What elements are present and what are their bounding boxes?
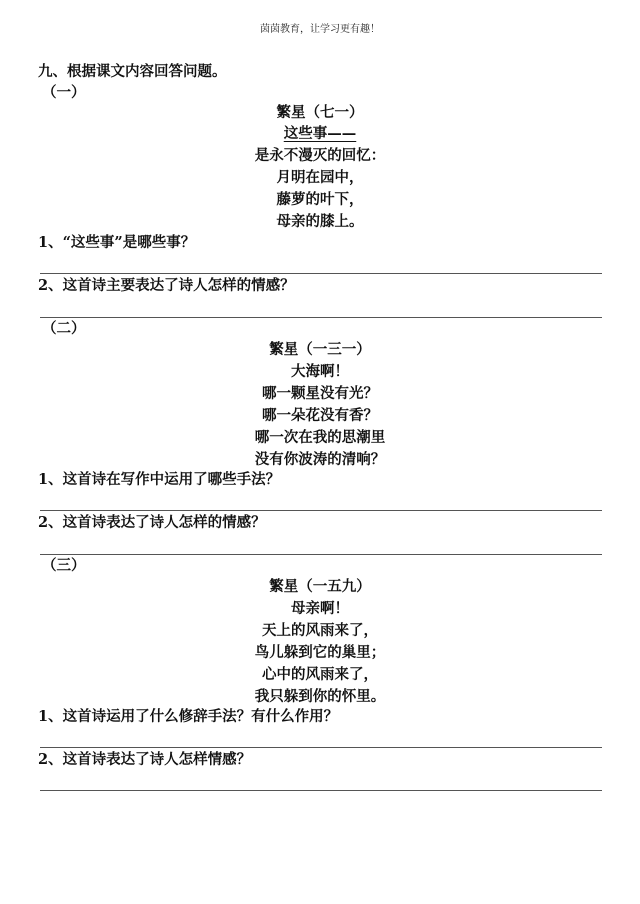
- main-title: 九、根据课文内容回答问题。: [38, 63, 227, 80]
- section-3-poem-line-3: 鸟儿躲到它的巢里；: [254, 644, 386, 661]
- page-header: 茵茵教育，让学习更有趣！: [260, 24, 380, 35]
- answer-line: [40, 510, 602, 511]
- section-2-poem-line-4: 哪一次在我的思潮里: [254, 429, 386, 446]
- section-3-poem-line-1: 母亲啊！: [291, 600, 349, 617]
- answer-line: [40, 747, 602, 748]
- section-1-label: （一）: [42, 84, 86, 101]
- answer-line: [40, 317, 602, 318]
- section-1-poem-line-5: 母亲的膝上。: [276, 213, 364, 230]
- section-1-poem-line-4: 藤萝的叶下，: [276, 191, 364, 208]
- section-3-poem-line-2: 天上的风雨来了，: [262, 622, 378, 639]
- section-2-question-1: 1、这首诗在写作中运用了哪些手法？: [38, 471, 281, 488]
- section-2-poem-line-1: 大海啊！: [291, 363, 349, 380]
- section-3-question-1: 1、这首诗运用了什么修辞手法？有什么作用？: [38, 708, 339, 725]
- answer-line: [40, 273, 602, 274]
- section-1-poem-line-2: 是永不漫灭的回忆：: [254, 147, 386, 164]
- answer-line: [40, 790, 602, 791]
- section-1-question-1: 1、“这些事”是哪些事？: [38, 234, 196, 251]
- section-1-question-2: 2、这首诗主要表达了诗人怎样的情感？: [38, 277, 295, 294]
- section-2-poem-line-5: 没有你波涛的清响？: [254, 451, 386, 468]
- section-3-label: （三）: [42, 557, 86, 574]
- section-3-poem-line-5: 我只躲到你的怀里。: [254, 688, 386, 705]
- section-1-poem-line-1: 这些事——: [283, 125, 357, 142]
- answer-line: [40, 554, 602, 555]
- section-2-poem-line-2: 哪一颗星没有光？: [262, 385, 378, 402]
- section-3-poem-title: 繁星（一五九）: [269, 578, 371, 595]
- section-2-poem-line-3: 哪一朵花没有香？: [262, 407, 378, 424]
- section-2-question-2: 2、这首诗表达了诗人怎样的情感？: [38, 514, 266, 531]
- section-3-poem-line-4: 心中的风雨来了，: [262, 666, 378, 683]
- section-2-label: （二）: [42, 320, 86, 337]
- section-3-question-2: 2、这首诗表达了诗人怎样情感？: [38, 751, 252, 768]
- section-2-poem-title: 繁星（一三一）: [269, 341, 371, 358]
- section-1-poem-line-3: 月明在园中，: [276, 169, 364, 186]
- section-1-poem-title: 繁星（七一）: [276, 104, 364, 121]
